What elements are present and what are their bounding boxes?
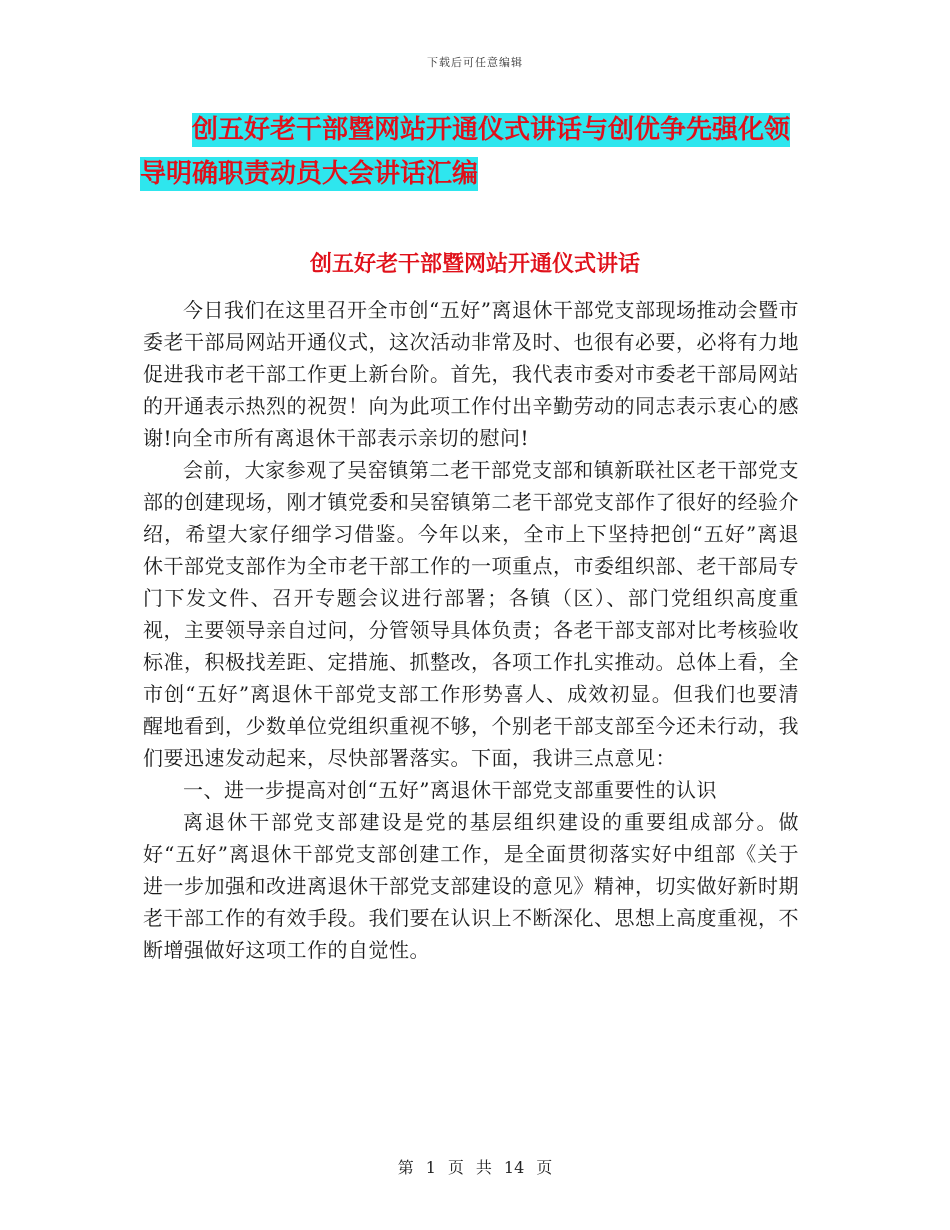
footer-page-label: 页 — [447, 1158, 464, 1177]
paragraph: 离退休干部党支部建设是党的基层组织建设的重要组成部分。做好“五好”离退休干部党支部创建工作，是全面贯彻落实好中组部《关于进一步加强和改进离退休干部党支部建设的意见》精神，切实做好新时期老干部工作的有效手段。我们要在认识上不断深化、思想上高度重视，不断增强做好这项工作的自觉性。 — [143, 810, 799, 962]
footer-page-prefix: 第 — [397, 1158, 414, 1177]
section-title: 创五好老干部暨网站开通仪式讲话 — [309, 252, 640, 277]
footer-total-pages: 14 — [503, 1158, 525, 1177]
page-footer — [0, 1155, 950, 1178]
page-header-note: 下载后可任意编辑 — [427, 56, 523, 69]
document-title-line-1: 创五好老干部暨网站开通仪式讲话与创优争先强化领 — [192, 115, 791, 145]
footer-total-prefix: 共 — [475, 1158, 492, 1177]
paragraph-heading: 一、进一步提高对创“五好”离退休干部党支部重要性的认识 — [183, 778, 717, 802]
document-body — [143, 294, 799, 966]
footer-total-suffix: 页 — [536, 1158, 553, 1177]
document-title — [140, 108, 830, 196]
paragraph: 会前，大家参观了吴窑镇第二老干部党支部和镇新联社区老干部党支部的创建现场，刚才镇党委和吴窑镇第二老干部党支部作了很好的经验介绍，希望大家仔细学习借鉴。今年以来，全市上下坚持把创“五好”离退休干部党支部作为全市老干部工作的一项重点，市委组织部、老干部局专门下发文件、召开专题会议进行部署；各镇（区）、部门党组织高度重视，主要领导亲自过问，分管领导具体负责；各老干部支部对比考核验收标准，积极找差距、定措施、抓整改，各项工作扎实推动。总体上看，全市创“五好”离退休干部党支部工作形势喜人、成效初显。但我们也要清醒地看到，少数单位党组织重视不够，个别老干部支部至今还未行动，我们要迅速发动起来，尽快部署落实。下面，我讲三点意见： — [143, 458, 799, 770]
document-title-line-2: 导明确职责动员大会讲话汇编 — [140, 159, 479, 189]
paragraph: 今日我们在这里召开全市创“五好”离退休干部党支部现场推动会暨市委老干部局网站开通仪式，这次活动非常及时、也很有必要，必将有力地促进我市老干部工作更上新台阶。首先，我代表市委对市委老干部局网站的开通表示热烈的祝贺！向为此项工作付出辛勤劳动的同志表示衷心的感谢!向全市所有离退休干部表示亲切的慰问! — [143, 298, 799, 450]
footer-page-number: 1 — [425, 1158, 436, 1177]
